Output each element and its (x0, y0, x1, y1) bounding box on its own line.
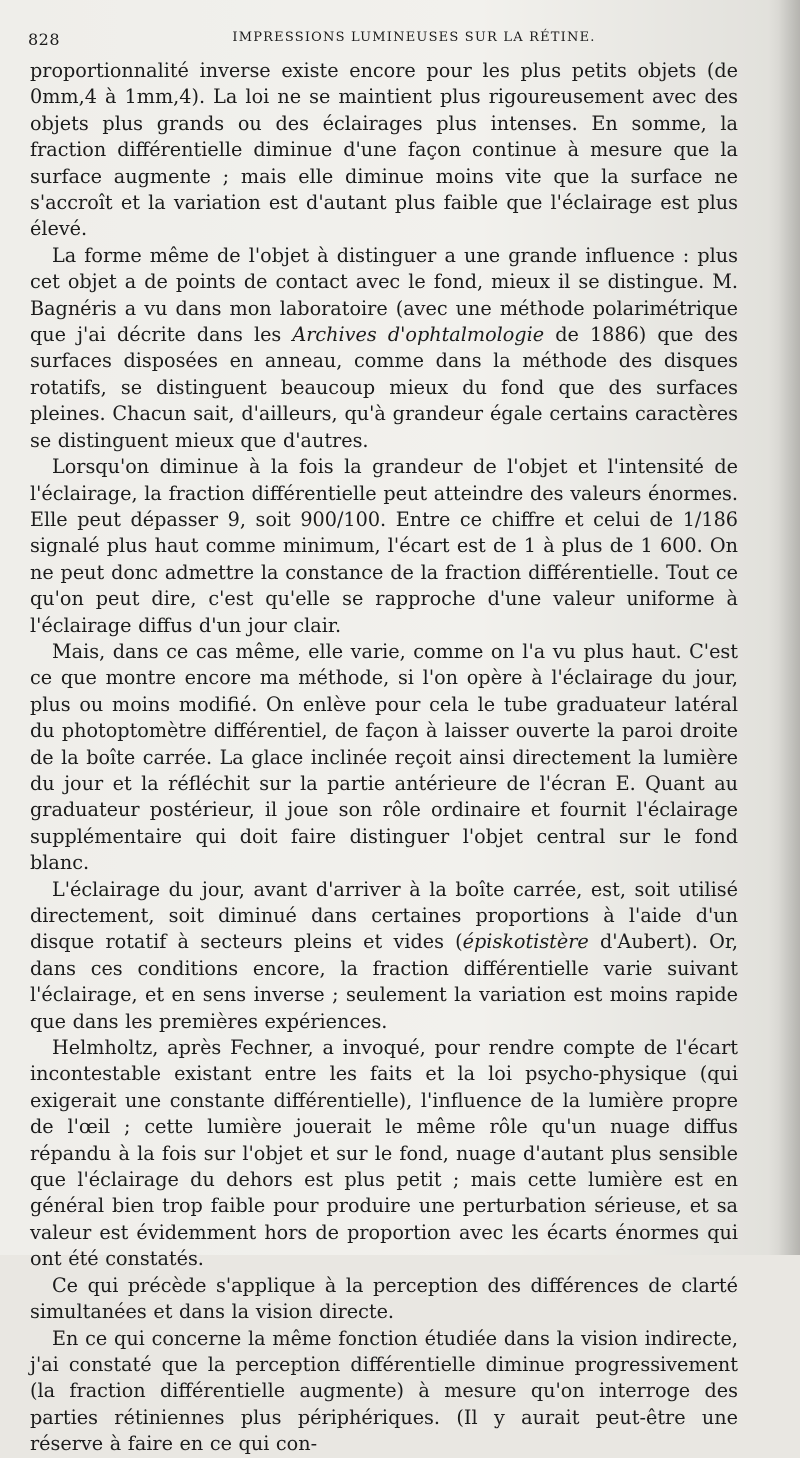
paragraph-5-text-before: L'éclairage du jour, avant d'arriver à la boîte carrée, est, soit utilisé directement, soit diminué dans certaines proportions à l'aide d'un disque rotatif à secteurs pleins et vides ( (30, 877, 738, 954)
paragraph-3: Lorsqu'on diminue à la fois la grandeur de l'objet et l'intensité de l'éclairage, la fraction différentielle peut atteindre des valeurs énormes. Elle peut dépasser 9, soit 900/100. Entre ce chiffre et celui de 1/186 signalé plus haut comme minimum, l'écart est de 1 à plus de 1 600. On ne peut donc admettre la constance de la fraction différentielle. Tout ce qu'on peut dire, c'est qu'elle se rapproche d'une valeur uniforme à l'éclairage diffus d'un jour clair. (30, 455, 738, 637)
paragraph-8: En ce qui concerne la même fonction étudiée dans la vision indirecte, j'ai constaté que la perception différentielle diminue progressivement (la fraction différentielle augmente) à mesure qu'on interroge des parties rétiniennes plus périphériques. (Il y aurait peut-être une réserve à faire en ce qui con- (30, 1326, 738, 1456)
paragraph-5-text-after: d'Aubert). Or, dans ces conditions encore, la fraction différentielle varie suivant l'éclairage, et en sens inverse ; seulement la variation est moins rapide que dans les premières expériences. (30, 930, 738, 1033)
paragraph-4: Mais, dans ce cas même, elle varie, comme on l'a vu plus haut. C'est ce que montre encore ma méthode, si l'on opère à l'éclairage du jour, plus ou moins modifié. On enlève pour cela le tube graduateur latéral du photoptomètre différentiel, de façon à laisser ouverte la paroi droite de la boîte carrée. La glace inclinée reçoit ainsi directement la lumière du jour et la réfléchit sur la partie antérieure de l'écran E. Quant au graduateur postérieur, il joue son rôle ordinaire et fournit l'éclairage supplémentaire qui doit faire distinguer l'objet central sur le fond blanc. (30, 639, 738, 875)
running-header (28, 22, 760, 50)
page-edge-shadow (778, 0, 800, 1255)
body-text (30, 58, 738, 1458)
paragraph-6: Helmholtz, après Fechner, a invoqué, pour rendre compte de l'écart incontestable existant entre les faits et la loi psycho-physique (qui exigerait une constante différentielle), l'influence de la lumière propre de l'œil ; cette lumière jouerait le même rôle qu'un nuage diffus répandu à la fois sur l'objet et sur le fond, nuage d'autant plus sensible que l'éclairage du dehors est plus petit ; mais cette lumière est en général bien trop faible pour produire une perturbation sérieuse, et sa valeur est évidemment hors de proportion avec les écarts énormes qui ont été constatés. (30, 1036, 738, 1271)
page-number: 828 (28, 30, 61, 49)
paragraph-5 (30, 877, 738, 1035)
paragraph-1: proportionnalité inverse existe encore pour les plus petits objets (de 0mm,4 à 1mm,4). La loi ne se maintient plus rigoureusement avec des objets plus grands ou des éclairages plus intenses. En somme, la fraction différentielle diminue d'une façon continue à mesure que la surface augmente ; mais elle diminue moins vite que la surface ne s'accroît et la variation est d'autant plus faible que l'éclairage est plus élevé. (30, 59, 738, 241)
paragraph-2 (30, 243, 738, 454)
paragraph-2-text-before: La forme même de l'objet à distinguer a une grande influence : plus cet objet a de points de contact avec le fond, mieux il se distingue. M. Bagnéris a vu dans mon laboratoire (avec une méthode polarimétrique que j'ai décrite dans les (30, 243, 738, 347)
running-title: IMPRESSIONS LUMINEUSES SUR LA RÉTINE. (232, 30, 596, 45)
paragraph-7: Ce qui précède s'applique à la perception des différences de clarté simultanées et dans la vision directe. (30, 1273, 738, 1324)
episkotistere-term: épiskotistère (462, 930, 589, 954)
paragraph-2-text-after: de 1886) que des surfaces disposées en anneau, comme dans la méthode des disques rotatifs, se distinguent beaucoup mieux du fond que des surfaces pleines. Chacun sait, d'ailleurs, qu'à grandeur égale certains caractères se distinguent mieux que d'autres. (30, 323, 738, 452)
journal-title: Archives d'ophtalmologie (292, 323, 545, 347)
